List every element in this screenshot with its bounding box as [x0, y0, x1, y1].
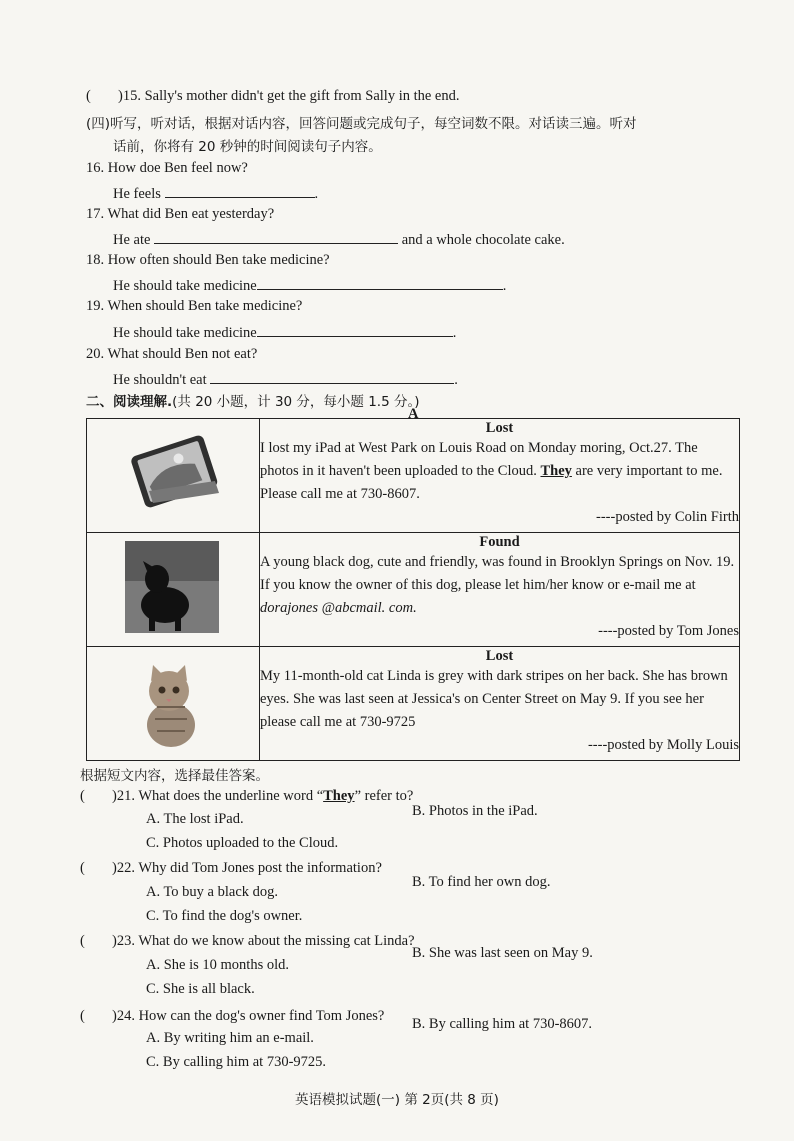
answer-paren: ( [80, 860, 85, 876]
option-22-b: B. To find her own dog. [412, 874, 551, 890]
option-24-b: B. By calling him at 730-8607. [412, 1016, 593, 1032]
option-24-a: A. By writing him an e-mail. [146, 1030, 314, 1046]
reading-instruction: 根据短文内容，选择最佳答案。 [80, 768, 269, 784]
answer-paren: ( [86, 88, 91, 104]
question-20: 20. What should Ben not eat? [86, 346, 258, 362]
question-24 [80, 1008, 384, 1025]
notice-row-dog [87, 533, 740, 647]
ipad-image-cell [87, 419, 260, 533]
question-18: 18. How often should Ben take medicine? [86, 252, 330, 268]
notice-title: Lost [485, 420, 514, 436]
dog-image-cell [87, 533, 260, 647]
notice-title: Lost [485, 648, 514, 664]
question-15 [86, 88, 460, 105]
question-22-stem: )22. Why did Tom Jones post the information? [112, 860, 382, 876]
notice-poster: ----posted by Tom Jones [598, 623, 739, 639]
question-16: 16. How doe Ben feel now? [86, 160, 248, 176]
answer-19-suffix: . [452, 325, 457, 341]
answer-18-suffix: . [502, 278, 507, 294]
notice-body [260, 551, 739, 620]
passage-label-a: A [408, 406, 419, 422]
answer-17-blank[interactable] [154, 229, 398, 244]
option-21-b: B. Photos in the iPad. [412, 803, 538, 819]
answer-20 [113, 369, 458, 389]
notice-body: My 11-month-old cat Linda is grey with dark stripes on her back. She has brown eyes. She was last seen at Jessica's on Center Street on May 9. If you see her please call me at 730-9725 [260, 668, 728, 730]
answer-20-suffix: . [454, 372, 458, 388]
answer-17-prefix: He ate [113, 232, 151, 248]
notice-body [260, 437, 739, 506]
option-24-c: C. By calling him at 730-9725. [146, 1054, 327, 1070]
answer-19 [113, 322, 456, 342]
part-2-heading [86, 390, 420, 410]
question-21 [80, 788, 413, 805]
answer-18 [113, 275, 506, 295]
question-17: 17. What did Ben eat yesterday? [86, 206, 275, 222]
notice-table [86, 418, 740, 761]
question-23-stem: )23. What do we know about the missing cat Linda? [112, 933, 415, 949]
email-address: dorajones @abcmail. com. [260, 600, 417, 616]
question-15-text: )15. Sally's mother didn't get the gift from Sally in the end. [118, 88, 460, 104]
answer-19-blank[interactable] [257, 322, 453, 337]
answer-20-blank[interactable] [210, 369, 454, 384]
notice-body-part1: A young black dog, cute and friendly, was found in Brooklyn Springs on Nov. 19. If you know the owner of this dog, please let him/her know or e-mail me at [260, 554, 735, 593]
notice-ipad-text [260, 419, 740, 533]
answer-16-blank[interactable] [165, 183, 315, 198]
question-23 [80, 933, 415, 950]
option-22-a: A. To buy a black dog. [146, 884, 279, 900]
option-23-a: A. She is 10 months old. [146, 957, 289, 973]
answer-17-suffix: and a whole chocolate cake. [401, 232, 565, 248]
option-23-b: B. She was last seen on May 9. [412, 945, 593, 961]
notice-title: Found [479, 534, 520, 550]
underlined-word-they: They [540, 463, 572, 479]
question-21-stem-pre: )21. What does the underline word “ [112, 788, 324, 804]
answer-16-suffix: . [314, 186, 319, 202]
quoted-word-they: They [323, 788, 355, 804]
notice-row-cat [87, 647, 740, 761]
notice-row-ipad [87, 419, 740, 533]
part-2-title: 二、阅读理解. [86, 394, 173, 410]
answer-18-prefix: He should take medicine [113, 278, 257, 294]
answer-paren: ( [80, 1008, 85, 1024]
question-24-stem: )24. How can the dog's owner find Tom Jones? [112, 1008, 385, 1024]
question-22 [80, 860, 382, 877]
answer-20-prefix: He shouldn't eat [113, 372, 207, 388]
answer-19-prefix: He should take medicine [113, 325, 257, 341]
page-footer: 英语模拟试题(一) 第 2页(共 8 页) [295, 1092, 499, 1108]
cat-image-cell [87, 647, 260, 761]
kitten-image [87, 647, 259, 755]
notice-poster: ----posted by Colin Firth [596, 509, 739, 525]
option-21-a: A. The lost iPad. [146, 811, 244, 827]
section-4-instruction-line1: (四)听写，听对话，根据对话内容，回答问题或完成句子，每空词数不限。对话读三遍。听对 [86, 116, 637, 132]
answer-16-prefix: He feels [113, 186, 161, 202]
notice-body-part2: are very important to me. Please call me at 730-8607. [260, 463, 723, 502]
ipad-image [87, 419, 259, 527]
section-4-instruction-line2: 话前，你将有 20 秒钟的时间阅读句子内容。 [113, 139, 382, 155]
question-21-stem-post: ” refer to? [354, 788, 414, 804]
notice-dog-text [260, 533, 740, 647]
notice-poster: ----posted by Molly Louis [587, 737, 739, 753]
notice-cat-text [260, 647, 740, 761]
option-22-c: C. To find the dog's owner. [146, 908, 303, 924]
answer-16 [113, 183, 318, 203]
notice-body-part1: I lost my iPad at West Park on Louis Road on Monday moring, Oct.27. The photos in it haven't been uploaded to the Cloud. [260, 440, 698, 479]
answer-paren: ( [80, 788, 85, 804]
part-2-detail: (共 20 小题，计 30 分，每小题 1.5 分。) [172, 394, 420, 410]
answer-paren: ( [80, 933, 85, 949]
answer-18-blank[interactable] [257, 275, 503, 290]
question-19: 19. When should Ben take medicine? [86, 298, 303, 314]
black-dog-image [87, 533, 259, 641]
option-23-c: C. She is all black. [146, 981, 255, 997]
answer-17 [113, 229, 565, 249]
option-21-c: C. Photos uploaded to the Cloud. [146, 835, 339, 851]
